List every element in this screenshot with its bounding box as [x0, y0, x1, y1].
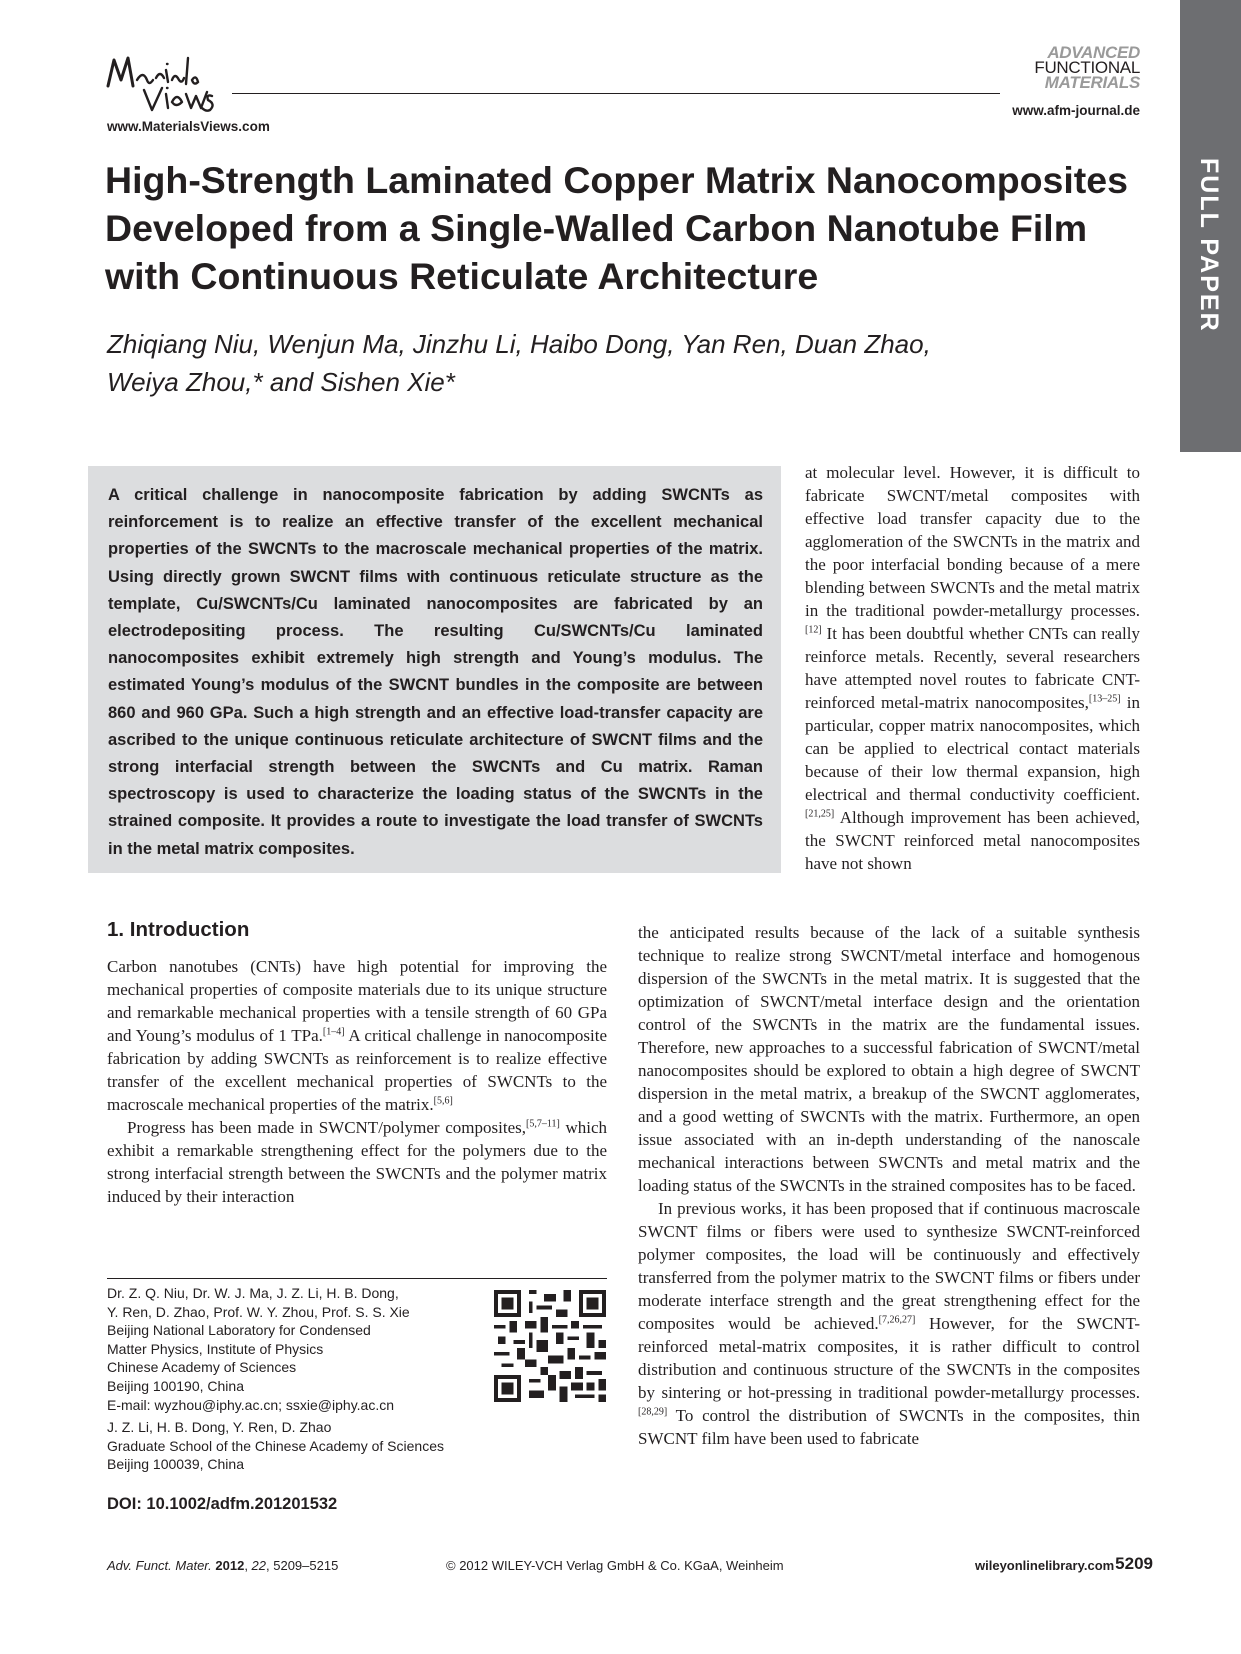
contact-email[interactable]: E-mail: wyzhou@iphy.ac.cn; ssxie@iphy.ac.cn — [107, 1396, 395, 1413]
authors-line-2: Weiya Zhou,* and Sishen Xie* — [107, 367, 455, 397]
text-run: which exhibit a remarkable strengthening effect for the polymers due to the strong interfacial strength between the SWCNTs and the polymer matrix induced by their interaction — [107, 1118, 607, 1206]
affiliation-line: Chinese Academy of Sciences — [107, 1359, 297, 1376]
materialsviews-url[interactable]: www.MaterialsViews.com — [107, 119, 270, 134]
afm-logo-line3: MATERIALS — [1044, 73, 1140, 92]
footer-volume: 22 — [251, 1558, 267, 1573]
afm-logo-line2: FUNCTIONAL — [1034, 58, 1140, 77]
text-run: Although improvement has been achieved, the SWCNT reinforced metal nanocomposites have not shown — [805, 808, 1140, 873]
right-upper-paragraph — [805, 461, 1140, 875]
afm-logo-line1: ADVANCED — [1047, 43, 1140, 62]
authors-line-1: Zhiqiang Niu, Wenjun Ma, Jinzhu Li, Haibo Dong, Yan Ren, Duan Zhao, — [107, 329, 931, 359]
reference-citation[interactable]: [12] — [805, 624, 822, 636]
affiliation-rule — [107, 1278, 607, 1279]
affiliation-line: Dr. Z. Q. Niu, Dr. W. J. Ma, J. Z. Li, H. B. Dong, — [107, 1285, 399, 1301]
section-heading-introduction: 1. Introduction — [107, 918, 250, 941]
reference-citation[interactable]: [28,29] — [638, 1406, 668, 1418]
doi[interactable]: DOI: 10.1002/adfm.201201532 — [107, 1495, 338, 1513]
text-run: at molecular level. However, it is difficult to fabricate SWCNT/metal composites with effective load transfer capacity due to the agglomeration of the SWCNTs in the matrix and the poor interfacial bonding because of a mere blending between SWCNTs and the metal matrix in the traditional powder-metallurgy processes. — [805, 463, 1140, 620]
intro-paragraph-2 — [107, 1116, 607, 1208]
qr-code-icon[interactable] — [494, 1290, 606, 1402]
footer-citation: Adv. Funct. Mater. 2012, 22, 5209–5215 — [107, 1558, 339, 1573]
affiliation-line: Beijing National Laboratory for Condensed — [107, 1322, 371, 1339]
intro-paragraph-3: the anticipated results because of the lack of a suitable synthesis technique to realize strong SWCNT/metal interface and homogenous dispersion of the SWCNTs in the metal matrix. It is suggested that the optimization of SWCNT/metal interface design and the orientation control of the SWCNTs in the matrix are the fundamental issues. Therefore, new approaches to a successful fabrication of SWCNT/metal nanocomposites should be explored to obtain a high degree of SWCNT dispersion in the metal matrix, a breakup of the SWCNT agglomerates, and a good wetting of SWCNTs with the matrix. Furthermore, an open issue associated with an in-depth understanding of the nanoscale mechanical interactions between SWCNTs and metal matrix and the loading status of the SWCNTs in the strained composites has to be faced. — [638, 923, 1140, 1195]
text-run: in particular, copper matrix nanocomposites, which can be applied to electrical contact materials because of their low thermal expansion, high electrical and thermal conductivity coefficient. — [805, 693, 1140, 804]
footer-site-link[interactable]: wileyonlinelibrary.com — [975, 1558, 1115, 1573]
reference-citation[interactable]: [5,7–11] — [525, 1118, 560, 1130]
text-run: To control the distribution of SWCNTs in the composites, thin SWCNT film have been used to fabricate — [638, 1406, 1140, 1448]
text-run: Progress has been made in SWCNT/polymer composites, — [127, 1118, 526, 1137]
footer-journal-abbr: Adv. Funct. Mater. — [107, 1558, 212, 1573]
text-run: A critical challenge in nanocomposite fabrication by adding SWCNTs as reinforcement is to realize effective transfer of the excellent mechanical properties of SWCNTs to the macroscale mechanical properties of the matrix. — [107, 1026, 607, 1114]
footer-year: 2012 — [215, 1558, 245, 1573]
footer-copyright: © 2012 WILEY-VCH Verlag GmbH & Co. KGaA, Weinheim — [446, 1558, 784, 1573]
page-number: 5209 — [1115, 1554, 1153, 1573]
reference-citation[interactable]: [7,26,27] — [878, 1314, 916, 1326]
right-column-upper — [805, 461, 1140, 875]
reference-citation[interactable]: [5,6] — [433, 1095, 453, 1107]
materialsviews-logo — [104, 50, 234, 114]
affiliation-line: Beijing 100190, China — [107, 1377, 244, 1394]
text-run: It has been doubtful whether CNTs can really reinforce metals. Recently, several researchers have attempted novel routes to fabricate CNT-reinforced metal-matrix nanocomposites, — [805, 624, 1140, 712]
abstract-text: A critical challenge in nanocomposite fabrication by adding SWCNTs as reinforcement is to realize an effective transfer of the excellent mechanical properties of the SWCNTs to the macroscale mechanical properties of the matrix. Using directly grown SWCNT films with continuous reticulate structure as the template, Cu/SWCNTs/Cu laminated nanocomposites are fabricated by an electrodepositing process. The resulting Cu/SWCNTs/Cu laminated nanocomposites exhibit extremely high strength and Young’s modulus. The estimated Young’s modulus of the SWCNT bundles in the composite are between 860 and 960 GPa. Such a high strength and an effective load-transfer capacity are ascribed to the unique continuous reticulate architecture of SWCNT films and the strong interfacial strength between the SWCNTs and Cu matrix. Raman spectroscopy is used to characterize the loading status of the SWCNTs in the strained composite. It provides a route to investigate the load transfer of SWCNTs in the metal matrix composites. — [108, 486, 763, 858]
text-run: Carbon nanotubes (CNTs) have high potential for improving the mechanical properties of composite materials due to its unique structure and remarkable mechanical properties with a tensile strength of 60 GPa and Young’s modulus of 1 TPa. — [107, 957, 607, 1045]
affiliation-line: Graduate School of the Chinese Academy of Sciences — [107, 1437, 444, 1454]
text-run: However, for the SWCNT-reinforced metal-matrix composites, it is rather difficult to control distribution and continuous structure of the SWCNTs in the composites by sintering or hot-pressing in traditional powder-metallurgy processes. — [638, 1314, 1140, 1402]
text-run: In previous works, it has been proposed that if continuous macroscale SWCNT films or fibers were used to synthesize SWCNT-reinforced polymer composites, the load will be continuously and effectively transferred from the polymer matrix to the SWCNT films or fibers under moderate interface strength and the great strengthening effect for the composites would be achieved. — [638, 1199, 1140, 1333]
intro-paragraph-4 — [638, 1197, 1140, 1450]
affiliation-line: Y. Ren, D. Zhao, Prof. W. Y. Zhou, Prof. S. S. Xie — [107, 1303, 410, 1320]
affiliation-line: J. Z. Li, H. B. Dong, Y. Ren, D. Zhao — [107, 1419, 332, 1436]
afm-logo — [1010, 45, 1140, 90]
affiliation-block-1 — [107, 1284, 487, 1414]
full-paper-side-tab — [1180, 0, 1241, 452]
afm-journal-url[interactable]: www.afm-journal.de — [1012, 103, 1140, 118]
author-list — [107, 325, 1007, 401]
side-tab-label: FULL PAPER — [1195, 158, 1223, 333]
affiliation-line: Matter Physics, Institute of Physics — [107, 1340, 324, 1357]
reference-citation[interactable]: [13–25] — [1088, 693, 1121, 705]
intro-paragraph-1 — [107, 955, 607, 1116]
header-rule — [232, 93, 1000, 94]
footer-pages: , 5209–5215 — [266, 1558, 339, 1573]
left-column-body — [107, 955, 607, 1208]
affiliation-line: Beijing 100039, China — [107, 1456, 244, 1473]
affiliations — [107, 1284, 487, 1478]
reference-citation[interactable]: [1–4] — [322, 1026, 345, 1038]
affiliation-block-2 — [107, 1418, 487, 1474]
reference-citation[interactable]: [21,25] — [805, 808, 835, 820]
article-title: High-Strength Laminated Copper Matrix Nanocomposites Developed from a Single-Walled Carbon Nanotube Film with Continuous Reticulate Architecture — [105, 159, 1129, 297]
right-column-lower — [638, 921, 1140, 1450]
